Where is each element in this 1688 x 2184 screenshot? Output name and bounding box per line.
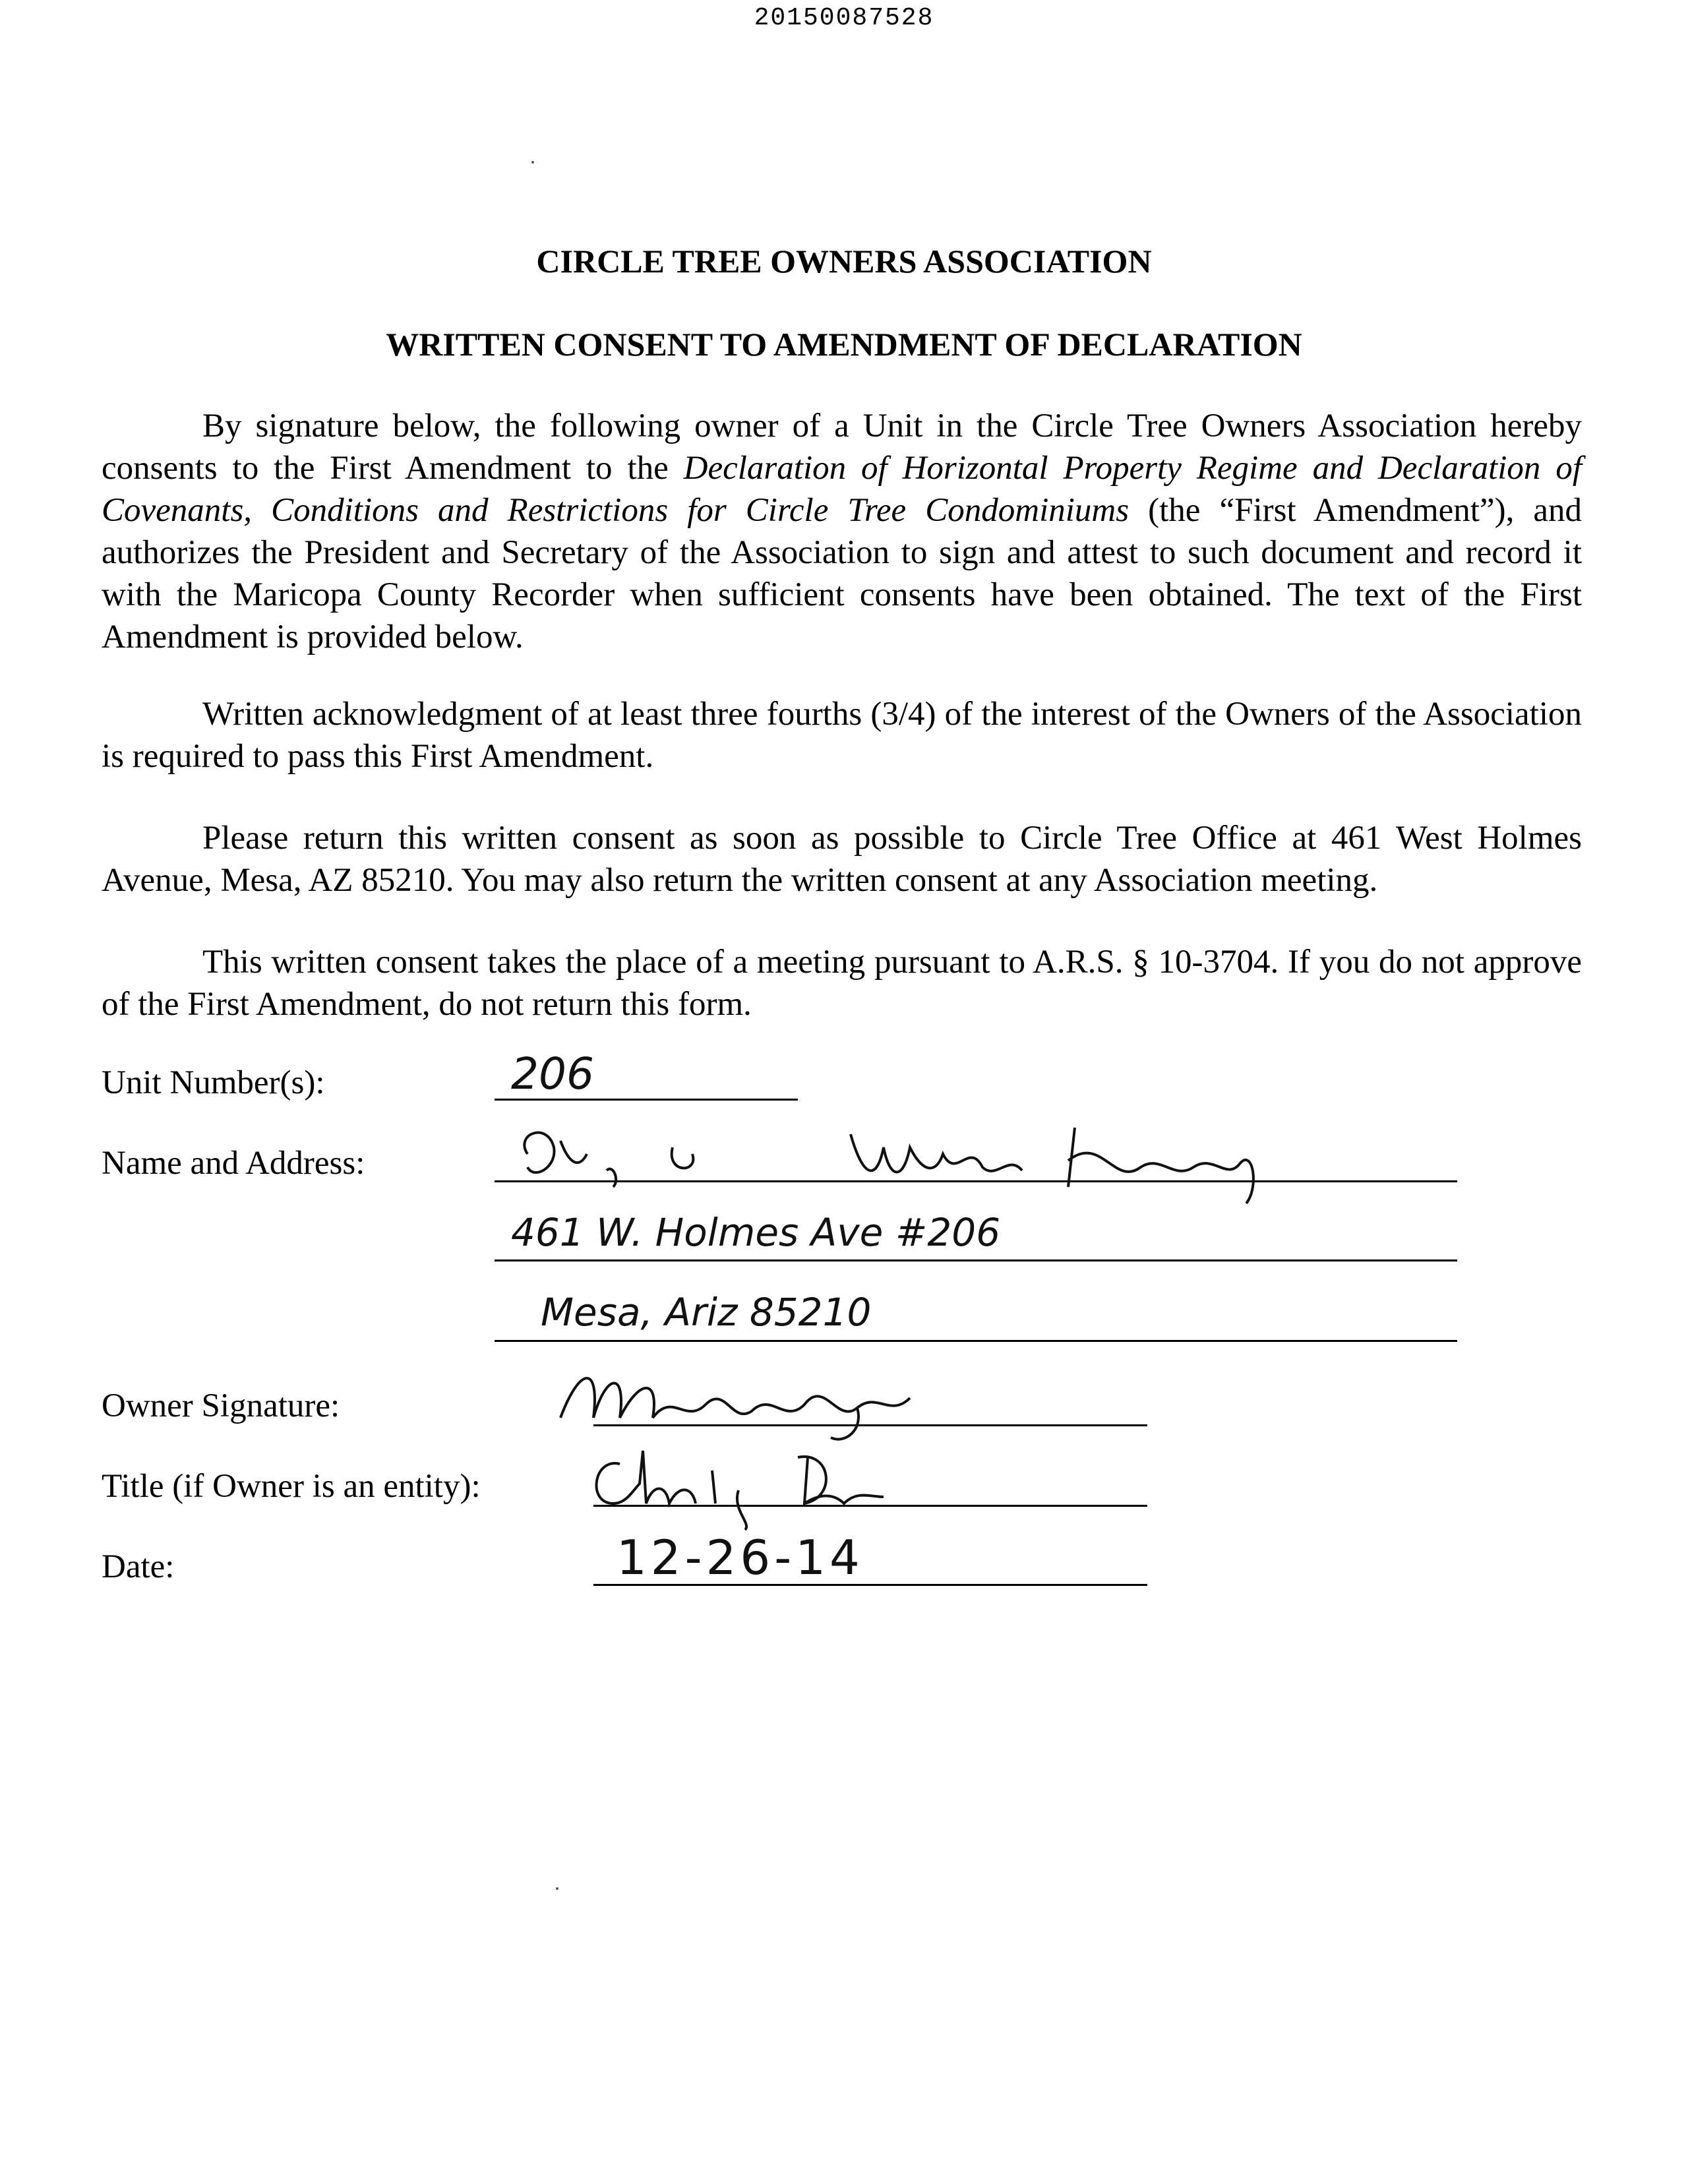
- title-label: Title (if Owner is an entity):: [102, 1468, 481, 1505]
- scan-speck: [531, 161, 534, 164]
- return-instructions-paragraph: Please return this written consent as soon as possible to Circle Tree Office at 461 West Holmes Avenue, Mesa, AZ 85210. You may also return the written consent at any Association meeting.: [102, 820, 1582, 899]
- name-address-label: Name and Address:: [102, 1145, 365, 1182]
- date-value: 12-26-14: [617, 1530, 864, 1585]
- meeting-paragraph: This written consent takes the place of a meeting pursuant to A.R.S. § 10-3704. If you do not approve of the First Amendment, do not return this form.: [102, 944, 1582, 1023]
- address-line-1-rule: [495, 1259, 1457, 1261]
- document-title: CIRCLE TREE OWNERS ASSOCIATION: [536, 243, 1152, 280]
- address-line-2-rule: [495, 1340, 1457, 1342]
- consent-paragraph: By signature below, the following owner of a Unit in the Circle Tree Owners Association hereby consents to the First Amendment to the Declaration of Horizontal Property Regime and Declaration of Covenants, Conditions and Restrictions for Circle Tree Condominiums (the “First Amendment”), and authorizes the President and Secretary of the Association to sign and attest to such document and record it with the Maricopa County Recorder when sufficient consents have been obtained. The text of the First Amendment is provided below.: [102, 408, 1582, 655]
- owner-name-handwriting: [508, 1108, 1299, 1207]
- declaration-title: Declaration of Horizontal Property Regime and Declaration of Covenants, Conditions and Restrictions for Circle Tree Condominiums: [102, 450, 1582, 529]
- title-handwriting: [580, 1431, 923, 1530]
- document-subtitle: WRITTEN CONSENT TO AMENDMENT OF DECLARATION: [386, 326, 1302, 363]
- address-line-1-value: 461 W. Holmes Ave #206: [511, 1210, 1001, 1255]
- owner-signature-label: Owner Signature:: [102, 1387, 340, 1424]
- recording-number: 20150087528: [754, 4, 934, 32]
- unit-number-label: Unit Number(s):: [102, 1064, 325, 1101]
- date-label: Date:: [102, 1548, 175, 1585]
- scan-speck: [556, 1887, 558, 1890]
- unit-number-value: 206: [511, 1048, 594, 1099]
- acknowledgment-paragraph: Written acknowledgment of at least three fourths (3/4) of the interest of the Owners of the Association is required to pass this First Amendment.: [102, 696, 1582, 775]
- address-line-2-value: Mesa, Ariz 85210: [541, 1290, 872, 1335]
